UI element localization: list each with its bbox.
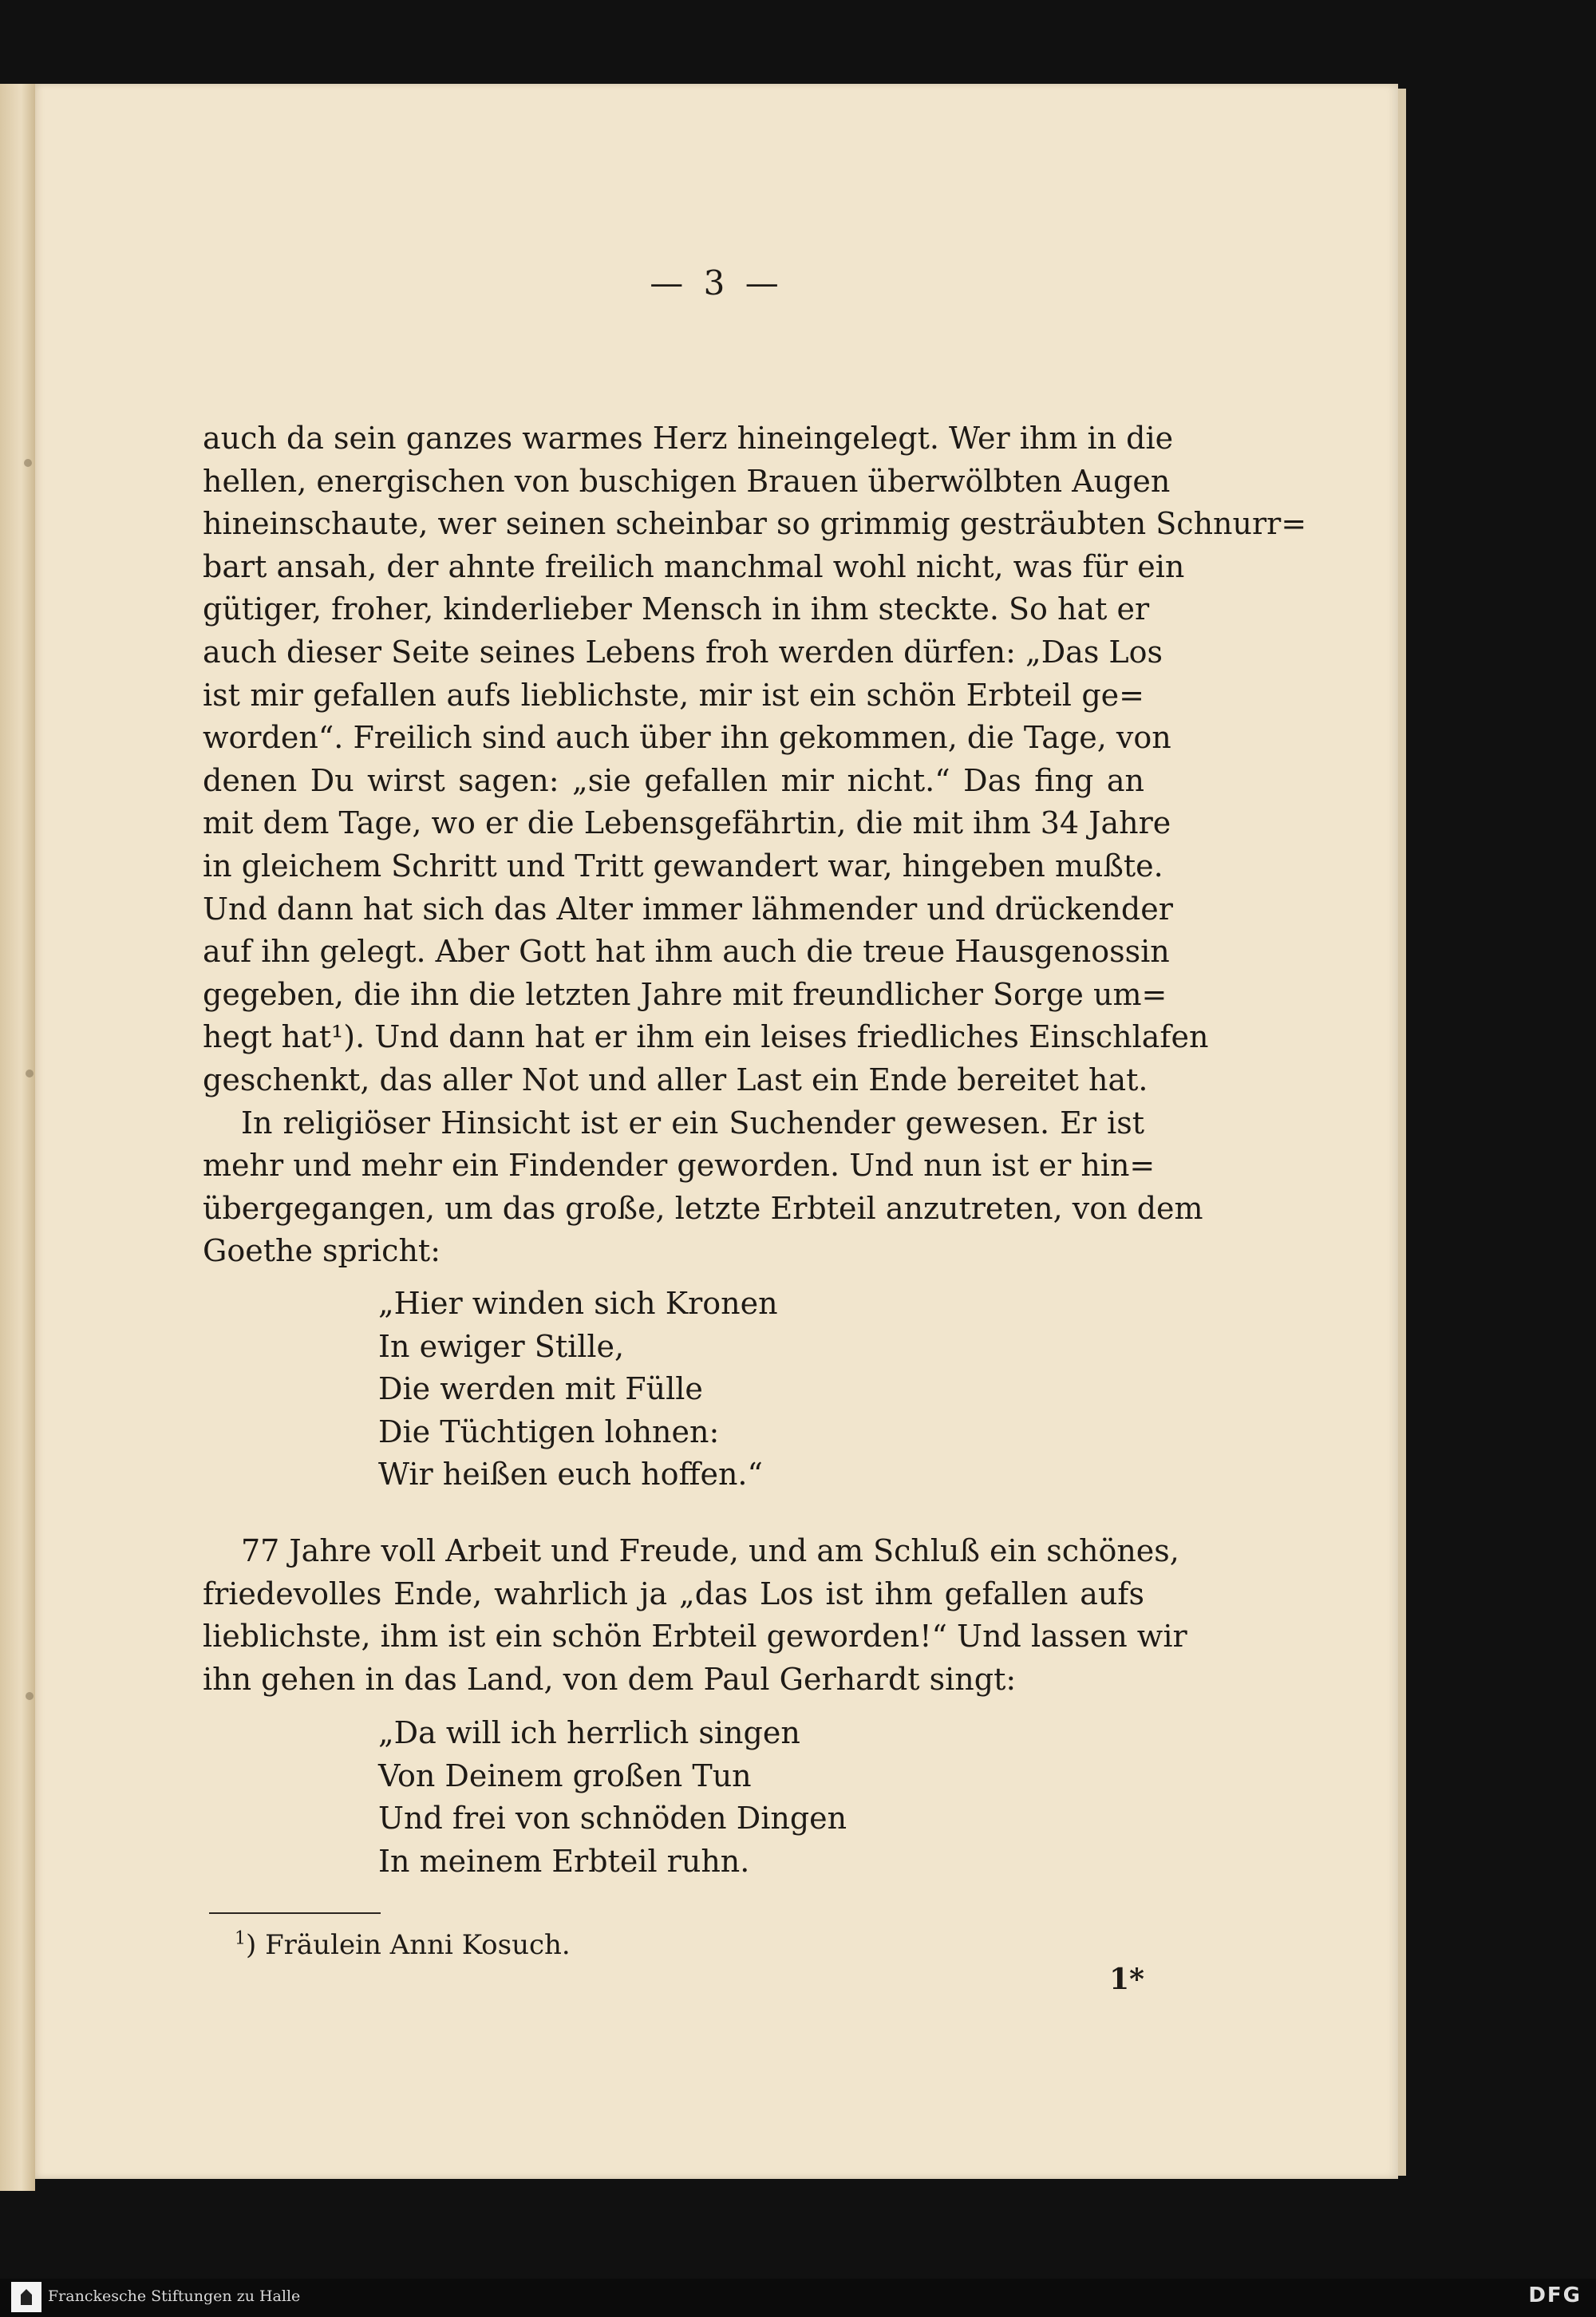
text-line: ihn gehen in das Land, von dem Paul Gerhardt singt:: [203, 1661, 1017, 1697]
verse-line: Wir heißen euch hoffen.“: [378, 1457, 763, 1493]
facing-page-edge: [0, 84, 35, 2191]
text-line: friedevolles Ende, wahrlich ja „das Los ist ihm gefallen aufs: [203, 1576, 1144, 1611]
text-line: denen Du wirst sagen: „sie gefallen mir nicht.“ Das fing an: [203, 762, 1144, 798]
page-number: — 3 —: [650, 263, 784, 302]
text-line: hineinschaute, wer seinen scheinbar so grimmig gesträubten Schnurr=: [203, 506, 1307, 542]
verse-line: In meinem Erbteil ruhn.: [378, 1843, 750, 1879]
viewer-footer-bar: [0, 2279, 1596, 2317]
text-line: Und dann hat sich das Alter immer lähmender und drückender: [203, 891, 1173, 927]
verse-line: „Da will ich herrlich singen: [378, 1715, 800, 1750]
text-line: bart ansah, der ahnte freilich manchmal wohl nicht, was für ein: [203, 548, 1185, 584]
text-line: auch dieser Seite seines Lebens froh werden dürfen: „Das Los: [203, 634, 1163, 670]
verse-line: Die Tüchtigen lohnen:: [378, 1414, 720, 1449]
dfg-logo: DFG: [1528, 2283, 1582, 2307]
verse-line: In ewiger Stille,: [378, 1328, 625, 1364]
text-line: gegeben, die ihn die letzten Jahre mit freundlicher Sorge um=: [203, 976, 1167, 1012]
text-line: In religiöser Hinsicht ist er ein Suchender gewesen. Er ist: [241, 1105, 1144, 1141]
text-line: hellen, energischen von buschigen Brauen überwölbten Augen: [203, 463, 1171, 499]
text-line: 77 Jahre voll Arbeit und Freude, und am Schluß ein schönes,: [241, 1533, 1179, 1568]
text-line: auch da sein ganzes warmes Herz hineingelegt. Wer ihm in die: [203, 421, 1174, 456]
footnote: [235, 1925, 571, 1965]
text-line: ist mir gefallen aufs lieblichste, mir ist ein schön Erbteil ge=: [203, 677, 1144, 713]
text-line: übergegangen, um das große, letzte Erbteil anzutreten, von dem: [203, 1190, 1203, 1226]
footnote-text: ) Fräulein Anni Kosuch.: [246, 1929, 571, 1961]
second-paragraph: [203, 1530, 1187, 1701]
verse-line: Von Deinem großen Tun: [378, 1758, 752, 1793]
text-line: Goethe spricht:: [203, 1233, 441, 1269]
verse-line: Und frei von schnöden Dingen: [378, 1801, 847, 1837]
text-line: geschenkt, das aller Not und aller Last ein Ende bereitet hat.: [203, 1062, 1148, 1097]
text-line: hegt hat¹). Und dann hat er ihm ein leises friedliches Einschlafen: [203, 1019, 1209, 1055]
gerhardt-quote: [378, 1712, 1096, 1883]
text-line: mehr und mehr ein Findender geworden. Und nun ist er hin=: [203, 1148, 1156, 1184]
paper-speck: [26, 1692, 34, 1700]
text-line: gütiger, froher, kinderlieber Mensch in ihm steckte. So hat er: [203, 591, 1150, 627]
paper-speck: [24, 459, 32, 467]
text-line: in gleichem Schritt und Tritt gewandert war, hingeben mußte.: [203, 848, 1163, 884]
institution-name: Franckesche Stiftungen zu Halle: [48, 2287, 301, 2305]
text-line: auf ihn gelegt. Aber Gott hat ihm auch die treue Hausgenossin: [203, 934, 1170, 970]
book-page: [35, 84, 1398, 2179]
goethe-quote: [378, 1283, 1096, 1497]
main-paragraph: [203, 417, 1307, 1273]
footnote-marker: 1: [235, 1928, 246, 1949]
text-line: mit dem Tage, wo er die Lebensgefährtin, die mit ihm 34 Jahre: [203, 805, 1171, 841]
text-line: worden“. Freilich sind auch über ihn gekommen, die Tage, von: [203, 720, 1171, 756]
institution-logo-icon: [11, 2282, 41, 2312]
printer-signature-mark: 1*: [1109, 1963, 1144, 1996]
paper-speck: [26, 1070, 34, 1077]
verse-line: „Hier winden sich Kronen: [378, 1286, 778, 1321]
text-line: lieblichste, ihm ist ein schön Erbteil geworden!“ Und lassen wir: [203, 1619, 1187, 1655]
footnote-divider: [209, 1912, 381, 1914]
verse-line: Die werden mit Fülle: [378, 1371, 703, 1407]
